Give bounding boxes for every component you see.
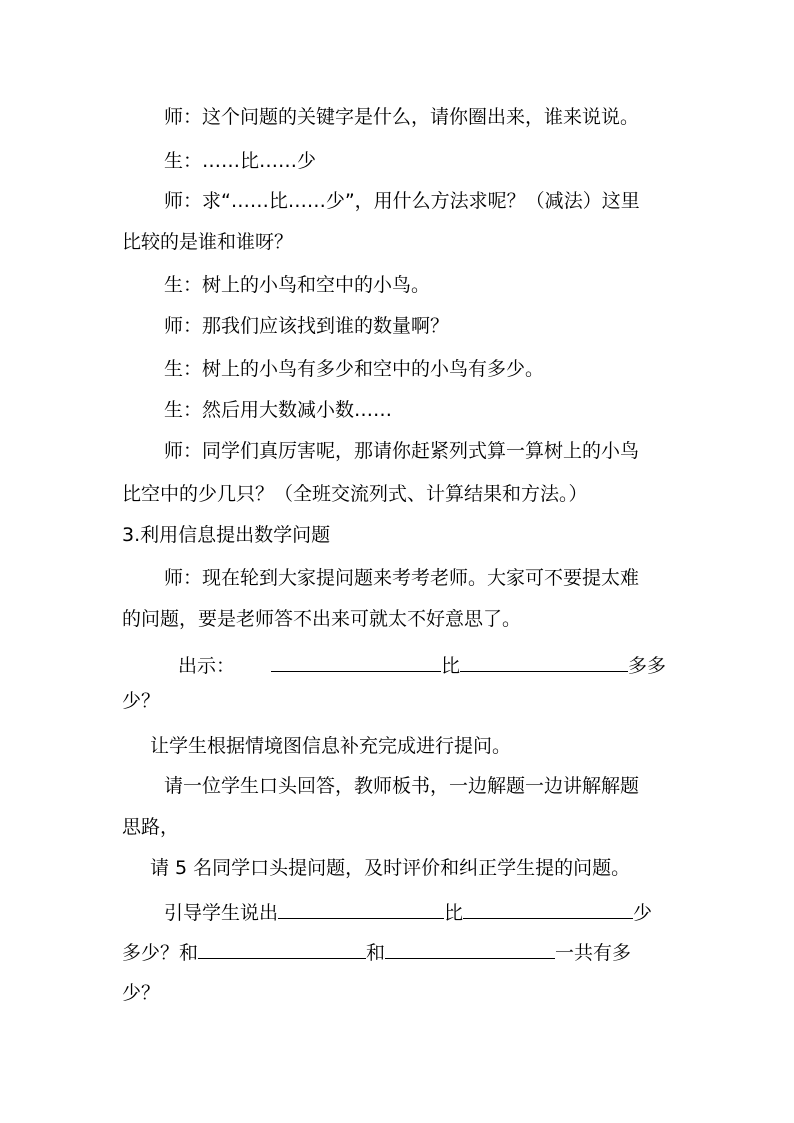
dialogue-line: 生：……比……少 [164, 150, 317, 172]
fill-in-line [178, 651, 666, 679]
dialogue-line: 的问题，要是老师答不出来可就太不好意思了。 [122, 608, 522, 630]
instruction-line: 让学生根据情境图信息补充完成进行提问。 [150, 735, 512, 757]
compare-word: 比 [444, 902, 464, 924]
dialogue-line: 比较的是谁和谁呀？ [122, 231, 294, 253]
dialogue-line: 生：然后用大数减小数…… [164, 399, 393, 421]
section-heading: 3.利用信息提出数学问题 [122, 524, 331, 546]
guide-text: 引导学生说出 [164, 902, 279, 924]
guide-text: 多少？和 [122, 942, 199, 964]
fill-in-line [122, 938, 631, 966]
dialogue-line: 少？ [122, 982, 161, 1004]
dialogue-line: 师：求“……比……少”，用什么方法求呢？（减法）这里 [164, 190, 640, 212]
display-label: 出示： [178, 655, 236, 677]
compare-word: 比 [441, 655, 461, 677]
instruction-line: 请 5 名同学口头提问题，及时评价和纠正学生提的问题。 [150, 857, 631, 879]
blank-line [460, 651, 628, 672]
blank-line [463, 898, 633, 919]
dialogue-line: 比空中的少几只？（全班交流列式、计算结果和方法。） [122, 483, 588, 505]
blank-line [278, 898, 444, 919]
dialogue-line: 师：这个问题的关键字是什么，请你圈出来，谁来说说。 [164, 106, 640, 128]
fill-in-line [164, 898, 652, 926]
compare-word: 和 [366, 942, 386, 964]
dialogue-line: 生：树上的小鸟和空中的小鸟。 [164, 274, 431, 296]
instruction-line: 思路， [122, 816, 180, 838]
line-ending: 多多 [628, 655, 667, 677]
line-ending: 一共有多 [555, 942, 632, 964]
dialogue-line: 师：那我们应该找到谁的数量啊？ [164, 315, 450, 337]
dialogue-line: 生：树上的小鸟有多少和空中的小鸟有多少。 [164, 358, 545, 380]
dialogue-line: 少？ [122, 690, 161, 712]
blank-line [385, 938, 555, 959]
instruction-line: 请一位学生口头回答，教师板书，一边解题一边讲解解题 [164, 775, 640, 797]
blank-line [271, 651, 441, 672]
dialogue-line: 师：现在轮到大家提问题来考考老师。大家可不要提太难 [164, 567, 640, 589]
line-ending: 少 [633, 902, 653, 924]
blank-line [198, 938, 366, 959]
dialogue-line: 师：同学们真厉害呢，那请你赶紧列式算一算树上的小鸟 [164, 440, 640, 462]
